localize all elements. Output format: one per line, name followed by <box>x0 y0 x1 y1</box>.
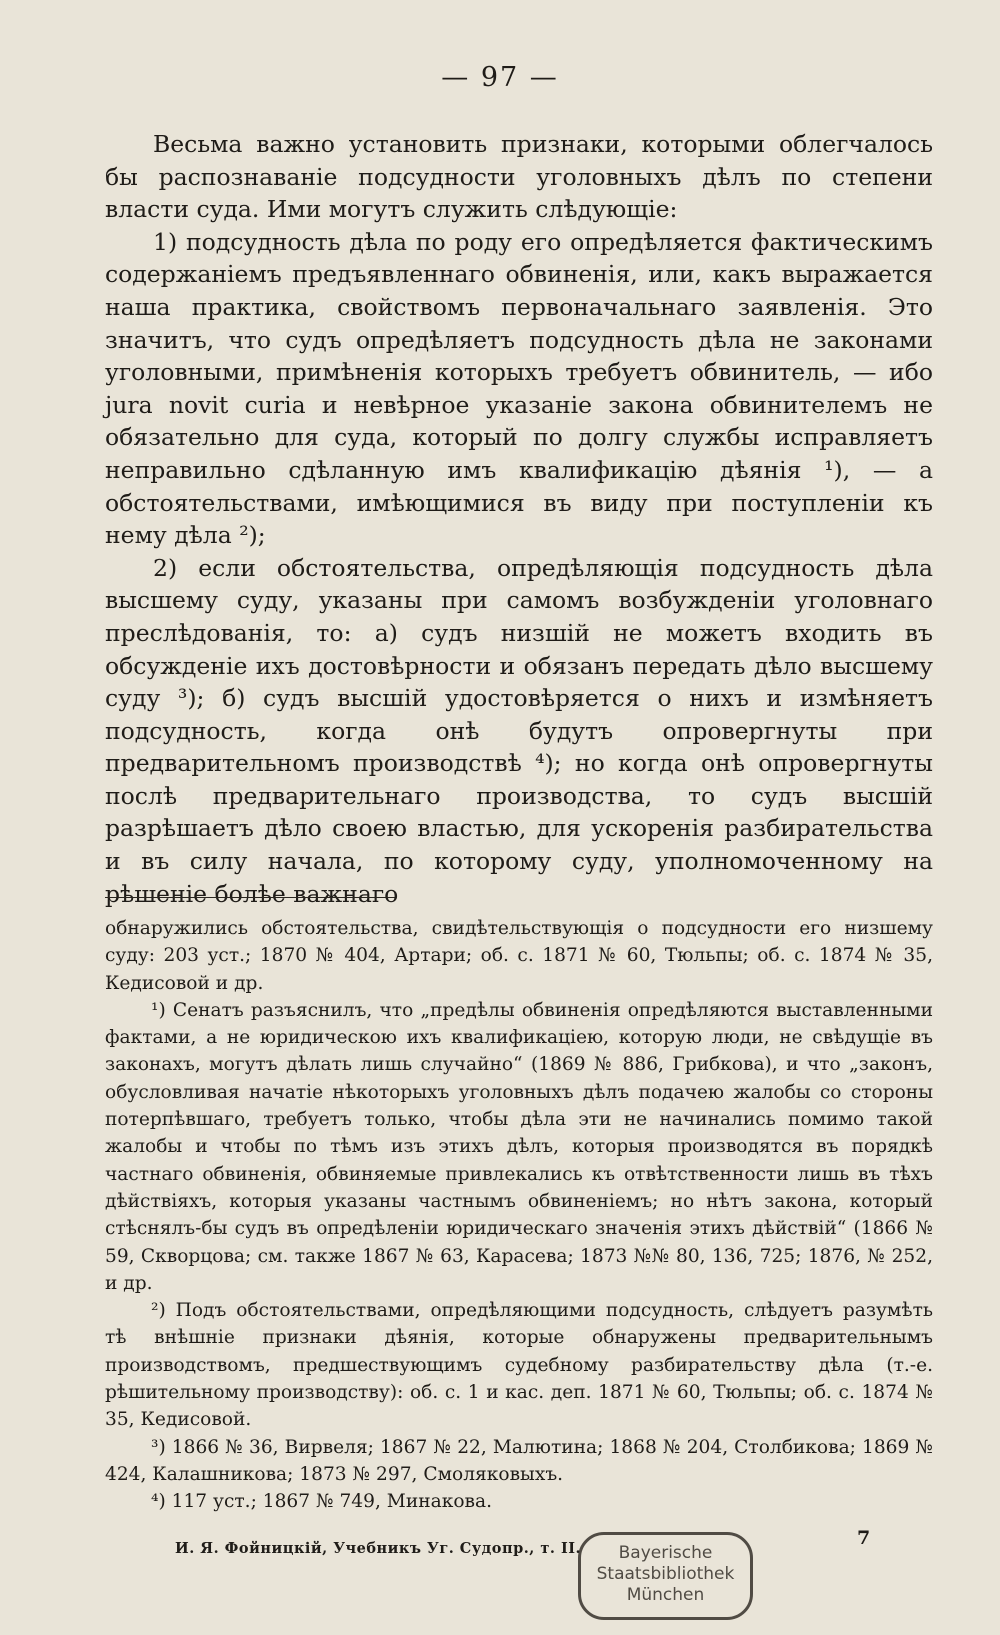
library-stamp <box>578 1532 753 1620</box>
footnote-continuation: обнаружились обстоятельства, свидѣтельствующія о подсудности его низшему суду: 203 уст.; 1870 № 404, Артари; об. с. 1871 № 60, Тюльпы; об. с. 1874 № 35, Кедисовой и др. <box>105 918 933 994</box>
signature-mark: 7 <box>857 1527 871 1549</box>
paragraph-point-2: 2) если обстоятельства, опредѣляющія подсудность дѣла высшему суду, указаны при самомъ возбужденіи уголовнаго преслѣдованія, то: а) судъ низшій не можетъ входить въ обсужденіе ихъ достовѣрности и обязанъ передать дѣло высшему суду ³); б) судъ высшій удостовѣряется о нихъ и измѣняетъ подсудность, когда онѣ будутъ опровергнуты при предварительномъ производствѣ ⁴); но когда онѣ опровергнуты послѣ предварительнаго производства, то судъ высшій разрѣшаетъ дѣло своею властью, для ускоренія разбирательства и въ силу начала, по которому суду, уполномоченному на рѣшеніе болѣе важнаго <box>105 553 933 908</box>
footnote-divider <box>105 897 395 898</box>
stamp-line-2: Staatsbibliothek <box>596 1564 735 1584</box>
footnote-3: ³) 1866 № 36, Вирвеля; 1867 № 22, Малютина; 1868 № 204, Столбикова; 1869 № 424, Калашникова; 1873 № 297, Смоляковыхъ. <box>105 1436 933 1485</box>
footnote-2: ²) Подъ обстоятельствами, опредѣляющими подсудность, слѣдуетъ разумѣть тѣ внѣшніе признаки дѣянія, которые обнаружены предварительнымъ производствомъ, предшествующимъ судебному разбирательству дѣла (т.-е. рѣшительному производству): об. с. 1 и кас. деп. 1871 № 60, Тюльпы; об. с. 1874 № 35, Кедисовой. <box>105 1300 933 1431</box>
main-text <box>105 128 933 910</box>
stamp-line-3: München <box>626 1585 705 1605</box>
page-number: — 97 — <box>441 62 559 93</box>
footnotes <box>105 915 933 1516</box>
imprint-line: И. Я. Фойницкій, Учебникъ Уг. Судопр., т. II. <box>175 1540 582 1557</box>
paragraph-intro: Весьма важно установить признаки, которыми облегчалось бы распознаваніе подсудности уголовныхъ дѣлъ по степени власти суда. Ими могутъ служить слѣдующіе: <box>105 130 933 224</box>
footnote-1: ¹) Сенатъ разъяснилъ, что „предѣлы обвиненія опредѣляются выставленными фактами, а не юридическою ихъ квалификаціею, которую люди, не свѣдущіе въ законахъ, могутъ дѣлать лишь случайно“ (1869 № 886, Грибкова), и что „законъ, обусловливая начатіе нѣкоторыхъ уголовныхъ дѣлъ подачею жалобы со стороны потерпѣвшаго, требуетъ только, чтобы дѣла эти не начинались помимо такой жалобы и чтобы по тѣмъ изъ этихъ дѣлъ, которыя производятся въ порядкѣ частнаго обвиненія, обвиняемые привлекались къ отвѣтственности лишь въ тѣхъ дѣйствіяхъ, которыя указаны частнымъ обвиненіемъ; но нѣтъ закона, который стѣснялъ-бы судъ въ опредѣленіи юридическаго значенія этихъ дѣйствій“ (1866 № 59, Скворцова; см. также 1867 № 63, Карасева; 1873 №№ 80, 136, 725; 1876, № 252, и др. <box>105 999 933 1294</box>
footnote-4: ⁴) 117 уст.; 1867 № 749, Минакова. <box>151 1491 492 1513</box>
paragraph-point-1: 1) подсудность дѣла по роду его опредѣляется фактическимъ содержаніемъ предъявленнаго обвиненія, или, какъ выражается наша практика, свойствомъ первоначальнаго заявленія. Это значитъ, что судъ опредѣляетъ подсудность дѣла не законами уголовными, примѣненія которыхъ требуетъ обвинитель, — ибо jura novit curia и невѣрное указаніе закона обвинителемъ не обязательно для суда, который по долгу службы исправляетъ неправильно сдѣланную имъ квалификацію дѣянія ¹), — а обстоятельствами, имѣющимися въ виду при поступленіи къ нему дѣла ²); <box>105 227 933 550</box>
stamp-line-1: Bayerische <box>618 1543 713 1563</box>
